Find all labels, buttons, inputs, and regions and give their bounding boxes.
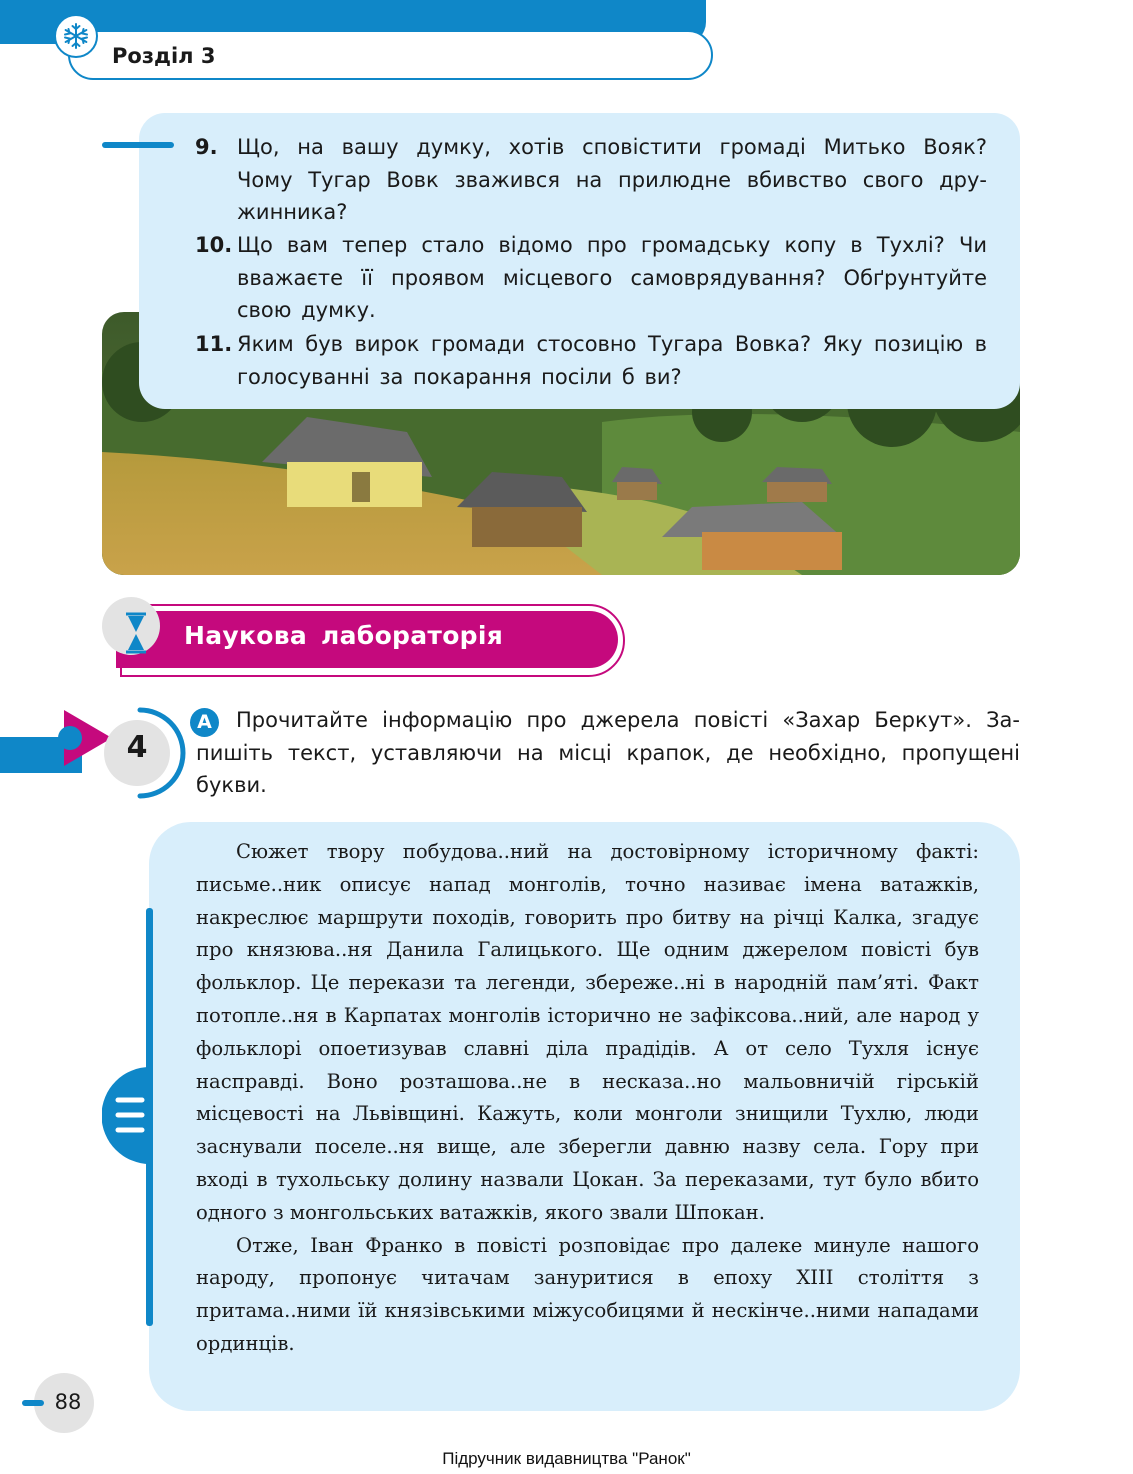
task-number: 4 [126,730,148,765]
question-number: 10. [195,233,233,257]
reading-paragraph: Отже, Іван Франко в повісті розповідає про далеке минуле нашого народу, пропонує читачам зануритися в епоху XIII століття з притама..ними їй князівськими міжусобицями й нескінче..ними нападами ординців. [196,1233,979,1355]
page-number-line [22,1400,44,1406]
question-text: Що вам тепер стало відомо про громадську копу в Тухлі? Чи вважаєте її проявом місцевого самоврядування? Обґрунтуйте свою думку. [237,233,987,322]
question-text: Що, на вашу думку, хотів сповістити громаді Митько Вояк? Чому Тугар Вовк зважився на прилюдне вбивство свого дружинника? [237,135,987,224]
hourglass-icon [102,597,160,655]
question-text: Яким був вирок громади стосовно Тугара Вовка? Яку позицію в голосуванні за покарання посіли б ви? [237,332,987,389]
questions-marker-line [102,142,174,148]
question-number: 11. [195,332,233,356]
reading-paragraph: Сюжет твору побудова..ний на достовірному історичному факті: письме..ник описує напад монголів, точно називає імена ватажків, накреслює маршрути походів, говорить про битву на річці Калка, згадує про князюва..ня Данила Галицького. Ще одним джерелом повісті був фольклор. Це перекази та легенди, збереже..ні в народній пам’яті. Факт потопле..ня в Карпатах монголів історично не зафіксова..ний, але народ у фольклорі опоетизував славні діла прадідів. А от село Тухля існує насправді. Воно розташова..не в несказа..но мальовничій гірській місцевості на Львівщині. Кажуть, коли монголи знищили Тухлю, люди заснували поселе..ня вище, але зберегли давню назву села. Гору при вході в тухольську долину назвали Цокан. За переказами, тут було вбито одного з монгольських ватажків, якого звали Шпокан. [196,840,979,1224]
text-lines-icon [102,1067,158,1164]
section-title: Розділ 3 [112,44,216,68]
task-badge: A [190,708,219,737]
lab-title: Наукова лабораторія [184,621,504,650]
question-number: 9. [195,135,218,159]
reading-text [196,836,979,1361]
publisher-footer: Підручник видавництва "Ранок" [442,1449,691,1468]
snowflake-icon [54,14,98,58]
task-instruction: Прочитайте інформацію про джерела повісті «Захар Беркут». Запишіть текст, уставляючи на місці крапок, де необхідно, пропущені букви. [196,708,1020,797]
page-number: 88 [54,1390,82,1414]
